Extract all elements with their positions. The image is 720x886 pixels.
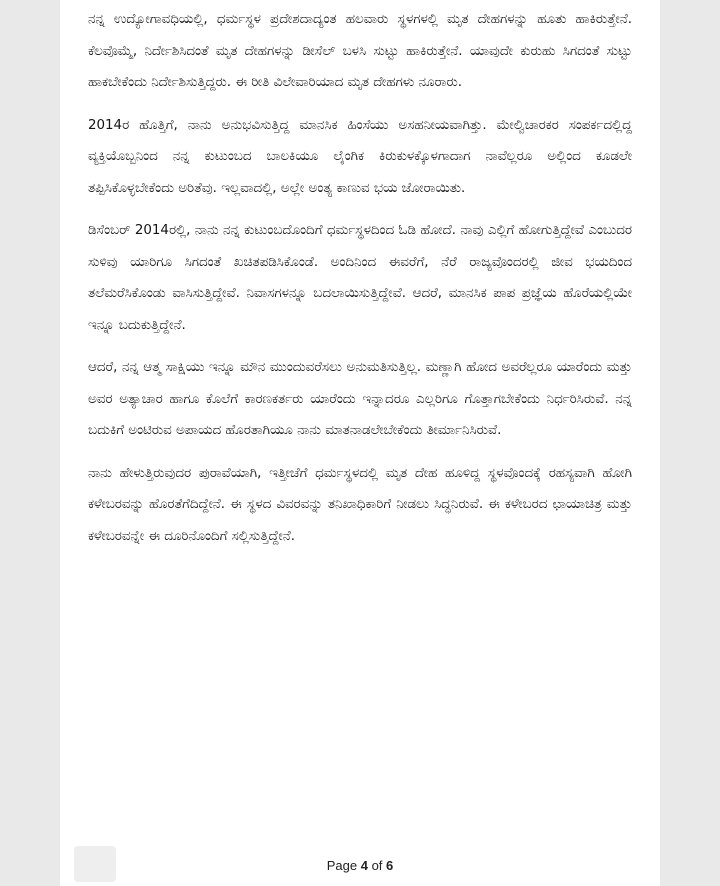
current-page-number: 4 — [360, 858, 368, 873]
document-body — [88, 4, 632, 563]
paragraph-5: ನಾನು ಹೇಳುತ್ತಿರುವುದರ ಪುರಾವೆಯಾಗಿ, ಇತ್ತೀಚೆಗೆ ಧರ್ಮಸ್ಥಳದಲ್ಲಿ ಮೃತ ದೇಹ ಹೂಳಿದ್ದ ಸ್ಥಳವೊಂದಕ್ಕೆ ರಹಸ್ಯವಾಗಿ ಹೋಗಿ ಕಳೇಬರವನ್ನು ಹೊರತೆಗೆದಿದ್ದೇನೆ. ಈ ಸ್ಥಳದ ವಿವರವನ್ನು ತನಿಖಾಧಿಕಾರಿಗೆ ನೀಡಲು ಸಿದ್ಧನಿರುವೆ. ಈ ಕಳೇಬರದ ಛಾಯಾಚಿತ್ರ ಮತ್ತು ಕಳೇಬರವನ್ನೇ ಈ ದೂರಿನೊಂದಿಗೆ ಸಲ್ಲಿಸುತ್ತಿದ್ದೇನೆ. — [88, 465, 632, 544]
of-word: of — [371, 858, 383, 873]
paragraph-2: 2014ರ ಹೊತ್ತಿಗೆ, ನಾನು ಅನುಭವಿಸುತ್ತಿದ್ದ ಮಾನಸಿಕ ಹಿಂಸೆಯು ಅಸಹನೀಯವಾಗಿತ್ತು. ಮೇಲ್ವಿಚಾರಕರ ಸಂಪರ್ಕದಲ್ಲಿದ್ದ ವ್ಯಕ್ತಿಯೊಬ್ಬನಿಂದ ನನ್ನ ಕುಟುಂಬದ ಬಾಲಕಿಯೂ ಲೈಂಗಿಕ ಕಿರುಕುಳಕ್ಕೊಳಗಾದಾಗ ನಾವೆಲ್ಲರೂ ಅಲ್ಲಿಂದ ಕೂಡಲೇ ತಪ್ಪಿಸಿಕೊಳ್ಳಬೇಕೆಂದು ಅರಿತೆವು. ಇಲ್ಲವಾದಲ್ಲಿ, ಅಲ್ಲೇ ಅಂತ್ಯ ಕಾಣುವ ಭಯ ಜೋರಾಯಿತು. — [88, 117, 632, 196]
paragraph-1: ನನ್ನ ಉದ್ಯೋಗಾವಧಿಯಲ್ಲಿ, ಧರ್ಮಸ್ಥಳ ಪ್ರದೇಶದಾದ್ಯಂತ ಹಲವಾರು ಸ್ಥಳಗಳಲ್ಲಿ ಮೃತ ದೇಹಗಳನ್ನು ಹೂತು ಹಾಕಿರುತ್ತೇನೆ. ಕೆಲವೊಮ್ಮೆ, ನಿರ್ದೇಶಿಸಿದಂತೆ ಮೃತ ದೇಹಗಳನ್ನು ಡೀಸೆಲ್ ಬಳಸಿ ಸುಟ್ಟು ಹಾಕಿರುತ್ತೇನೆ. ಯಾವುದೇ ಕುರುಹು ಸಿಗದಂತೆ ಸುಟ್ಟು ಹಾಕಬೇಕೆಂದು ನಿರ್ದೇಶಿಸುತ್ತಿದ್ದರು. ಈ ರೀತಿ ವಿಲೇವಾರಿಯಾದ ಮೃತ ದೇಹಗಳು ನೂರಾರು. — [88, 12, 632, 90]
paragraph-4: ಆದರೆ, ನನ್ನ ಆತ್ಮ ಸಾಕ್ಷಿಯು ಇನ್ನೂ ಮೌನ ಮುಂದುವರೆಸಲು ಅನುಮತಿಸುತ್ತಿಲ್ಲ. ಮಣ್ಣಾಗಿ ಹೋದ ಅವರೆಲ್ಲರೂ ಯಾರೆಂದು ಮತ್ತು ಅವರ ಅತ್ಯಾಚಾರ ಹಾಗೂ ಕೊಲೆಗೆ ಕಾರಣಕರ್ತರು ಯಾರೆಂದು ಇನ್ನಾದರೂ ಎಲ್ಲರಿಗೂ ಗೊತ್ತಾಗಬೇಕೆಂದು ನಿರ್ಧರಿಸಿರುವೆ. ನನ್ನ ಬದುಕಿಗೆ ಅಂಟಿರುವ ಅಪಾಯದ ಹೊರತಾಗಿಯೂ ನಾನು ಮಾತನಾಡಲೇಬೇಕೆಂದು ತೀರ್ಮಾನಿಸಿರುವೆ. — [88, 360, 632, 438]
page-word: Page — [326, 858, 358, 873]
total-pages-number: 6 — [386, 858, 394, 873]
paragraph-3: ಡಿಸೆಂಬರ್ 2014ರಲ್ಲಿ, ನಾನು ನನ್ನ ಕುಟುಂಬದೊಂದಿಗೆ ಧರ್ಮಸ್ಥಳದಿಂದ ಓಡಿ ಹೋದೆ. ನಾವು ಎಲ್ಲಿಗೆ ಹೋಗುತ್ತಿದ್ದೇವೆ ಎಂಬುದರ ಸುಳಿವು ಯಾರಿಗೂ ಸಿಗದಂತೆ ಖಚಿತಪಡಿಸಿಕೊಂಡೆ. ಅಂದಿನಿಂದ ಈವರೆಗೆ, ನೆರೆ ರಾಜ್ಯವೊಂದರಲ್ಲಿ ಜೀವ ಭಯದಿಂದ ತಲೆಮರೆಸಿಕೊಂಡು ವಾಸಿಸುತ್ತಿದ್ದೇವೆ. ನಿವಾಸಗಳನ್ನೂ ಬದಲಾಯಿಸುತ್ತಿದ್ದೇವೆ. ಆದರೆ, ಮಾನಸಿಕ ಪಾಪ ಪ್ರಜ್ಞೆಯ ಹೊರೆಯಲ್ಲಿಯೇ ಇನ್ನೂ ಬದುಕುತ್ತಿದ್ದೇನೆ. — [88, 223, 632, 333]
document-page — [60, 0, 660, 886]
page-number-footer — [60, 858, 660, 873]
